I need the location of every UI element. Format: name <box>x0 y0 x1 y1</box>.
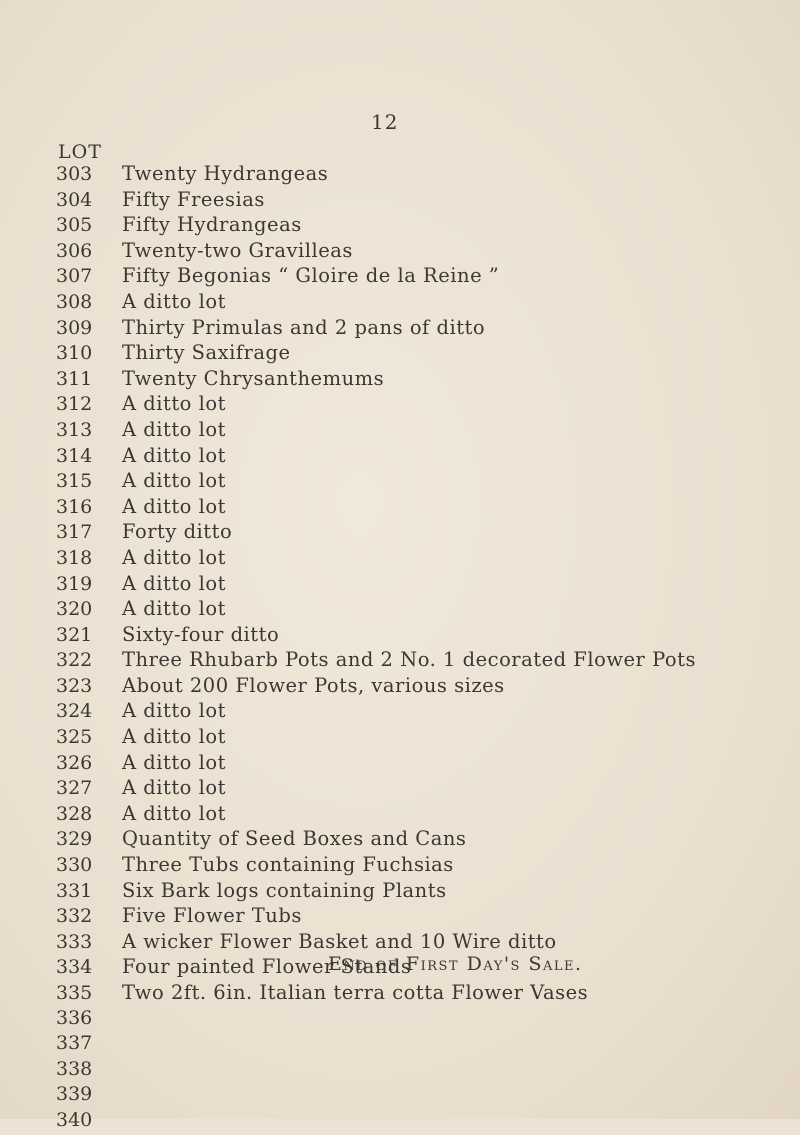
lot-number: 324 <box>56 700 93 723</box>
lot-description: Fifty Hydrangeas <box>122 213 302 237</box>
lot-description: A ditto lot <box>122 776 226 800</box>
lot-number: 335 <box>56 982 93 1004</box>
lot-row <box>56 495 776 521</box>
lot-number: 327 <box>56 777 93 800</box>
lot-number: 310 <box>56 342 93 365</box>
lot-description: A ditto lot <box>122 801 226 825</box>
lot-description: A ditto lot <box>122 392 226 416</box>
lot-number: 338 <box>56 1057 93 1080</box>
lot-number: 318 <box>56 546 93 569</box>
lot-number: 340 <box>56 1108 93 1131</box>
lot-description: Forty ditto <box>122 520 233 544</box>
lot-number: 333 <box>56 930 93 953</box>
lot-row <box>56 188 776 214</box>
lot-description: Twenty Hydrangeas <box>122 162 329 185</box>
lot-column-header: LOT <box>58 141 102 163</box>
lot-row <box>56 264 776 290</box>
lot-description: Quantity of Seed Boxes and Cans <box>122 827 467 851</box>
lot-description: A ditto lot <box>122 494 226 518</box>
lot-row <box>56 674 776 700</box>
lot-number: 313 <box>56 418 93 441</box>
lot-number: 331 <box>56 879 93 902</box>
lot-row <box>56 572 776 598</box>
lot-row <box>56 827 776 853</box>
lot-row <box>56 1083 776 1109</box>
lot-row <box>56 444 776 470</box>
lot-description: Four painted Flower Stands <box>122 955 412 979</box>
lot-description: A ditto lot <box>122 417 226 441</box>
lot-row <box>56 1007 776 1033</box>
lot-number: 306 <box>56 239 93 262</box>
lot-description: Twenty-two Gravilleas <box>122 238 353 262</box>
lot-number: 321 <box>56 623 93 646</box>
lot-description: A ditto lot <box>122 597 226 621</box>
lot-description: A ditto lot <box>122 443 226 467</box>
lot-number: 315 <box>56 470 93 493</box>
lot-number: 330 <box>56 854 93 877</box>
lot-row <box>56 546 776 572</box>
lot-description: A ditto lot <box>122 750 226 774</box>
lot-description: Sixty-four ditto <box>122 622 280 646</box>
lot-row <box>56 981 776 1007</box>
lot-row <box>56 853 776 879</box>
lot-number: 309 <box>56 316 93 339</box>
lot-number: 328 <box>56 802 93 825</box>
lot-row <box>56 597 776 623</box>
lot-number: 308 <box>56 290 93 313</box>
lot-description: About 200 Flower Pots, various sizes <box>122 673 505 697</box>
lot-row <box>56 1058 776 1084</box>
lot-description: A ditto lot <box>122 571 226 595</box>
lot-description: Twenty Chrysanthemums <box>122 366 385 390</box>
lot-description: Two 2ft. 6in. Italian terra cotta Flower Vases <box>122 981 589 1004</box>
lot-row <box>56 162 776 188</box>
lot-description: Five Flower Tubs <box>122 904 302 928</box>
lot-row <box>56 930 776 956</box>
lot-row <box>56 239 776 265</box>
lot-description: A wicker Flower Basket and 10 Wire ditto <box>122 929 557 953</box>
lot-number: 307 <box>56 265 93 288</box>
lot-description: Fifty Freesias <box>122 187 265 211</box>
lot-row <box>56 879 776 905</box>
lot-number: 339 <box>56 1083 93 1106</box>
end-of-sale-note: End of First Day's Sale. <box>328 953 583 975</box>
lot-row <box>56 751 776 777</box>
lot-row <box>56 341 776 367</box>
lot-row <box>56 725 776 751</box>
lot-number: 319 <box>56 572 93 595</box>
lot-row <box>56 699 776 725</box>
lot-row <box>56 367 776 393</box>
lot-row <box>56 904 776 930</box>
lot-row <box>56 648 776 674</box>
lot-row <box>56 520 776 546</box>
lot-description: Fifty Begonias “ Gloire de la Reine ” <box>122 264 500 288</box>
lot-row <box>56 1109 776 1135</box>
lot-number: 334 <box>56 956 93 979</box>
lot-number: 337 <box>56 1032 93 1055</box>
lot-row <box>56 392 776 418</box>
lot-number: 303 <box>56 163 93 185</box>
lot-description: A ditto lot <box>122 699 226 723</box>
lot-row <box>56 776 776 802</box>
lot-description: A ditto lot <box>122 545 226 569</box>
lot-description: Six Bark logs containing Plants <box>122 878 447 902</box>
lot-row <box>56 623 776 649</box>
lot-number: 323 <box>56 674 93 697</box>
lot-number: 326 <box>56 751 93 774</box>
lot-number: 336 <box>56 1006 93 1029</box>
lot-description: Three Rhubarb Pots and 2 No. 1 decorated Flower Pots <box>122 648 696 672</box>
lot-row <box>56 418 776 444</box>
lot-row <box>56 469 776 495</box>
lot-number: 316 <box>56 495 93 518</box>
lot-number: 329 <box>56 828 93 851</box>
lot-description: Thirty Primulas and 2 pans of ditto <box>122 315 486 339</box>
lot-row <box>56 213 776 239</box>
page-number: 12 <box>371 110 399 134</box>
lot-list <box>56 162 776 1135</box>
lot-row <box>56 1032 776 1058</box>
lot-number: 312 <box>56 393 93 416</box>
lot-row <box>56 802 776 828</box>
lot-number: 332 <box>56 905 93 928</box>
lot-description: Thirty Saxifrage <box>122 341 291 365</box>
lot-number: 317 <box>56 521 93 544</box>
lot-number: 325 <box>56 726 93 749</box>
lot-description: Three Tubs containing Fuchsias <box>122 853 454 877</box>
lot-number: 311 <box>56 367 93 390</box>
lot-number: 320 <box>56 598 93 621</box>
lot-description: A ditto lot <box>122 289 226 313</box>
lot-row <box>56 290 776 316</box>
lot-number: 322 <box>56 649 93 672</box>
lot-number: 304 <box>56 188 93 211</box>
lot-number: 305 <box>56 214 93 237</box>
lot-description: A ditto lot <box>122 725 226 749</box>
lot-description: A ditto lot <box>122 469 226 493</box>
lot-number: 314 <box>56 444 93 467</box>
lot-row <box>56 316 776 342</box>
